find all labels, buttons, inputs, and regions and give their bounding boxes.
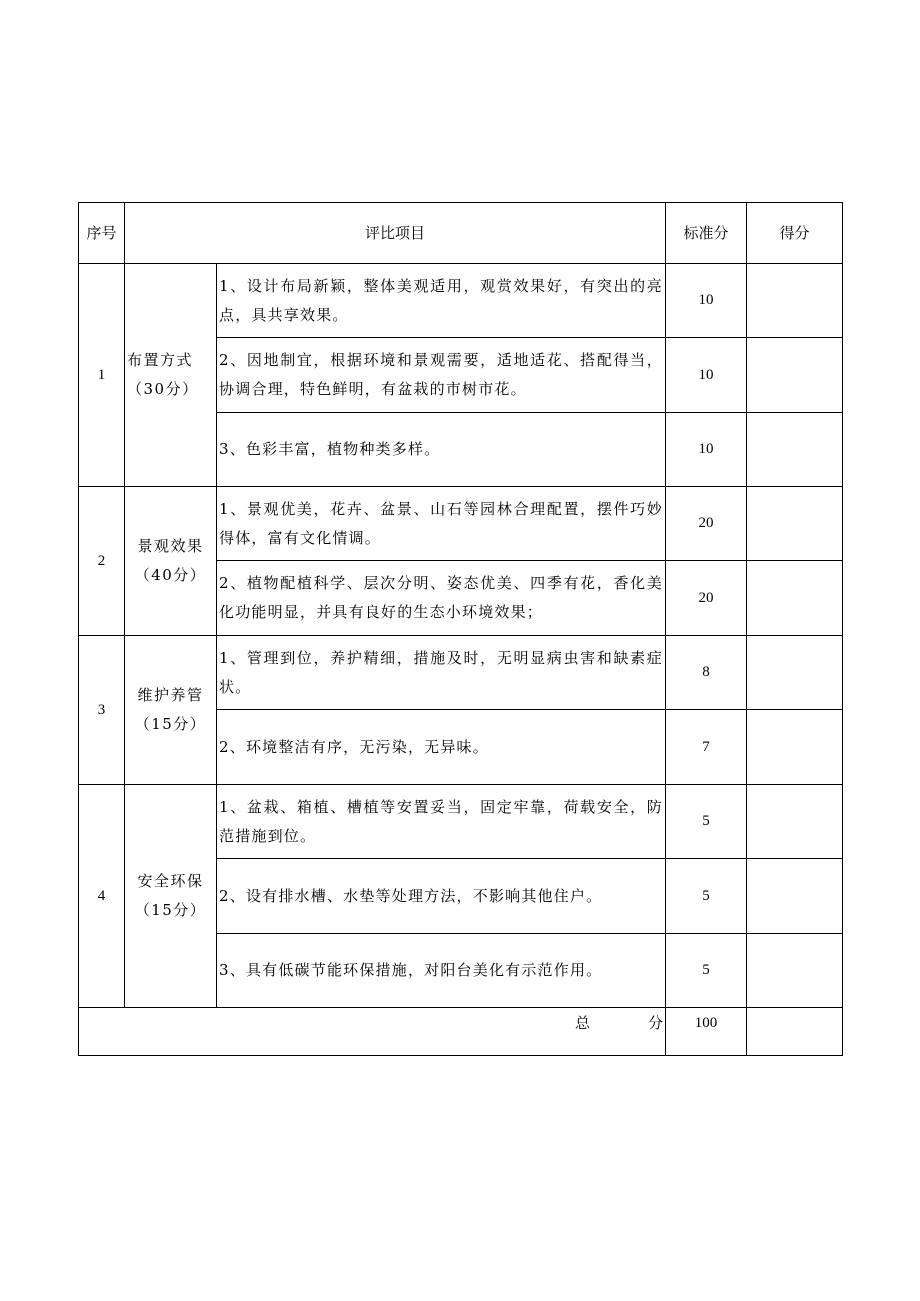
total-label (79, 1008, 666, 1056)
table-row (79, 264, 843, 338)
category-index: 3 (79, 636, 125, 785)
table-row (79, 636, 843, 710)
criterion-text: 2、植物配植科学、层次分明、姿态优美、四季有花，香化美化功能明显，并具有良好的生态小环境效果； (217, 561, 666, 636)
header-standard: 标准分 (666, 203, 747, 264)
category-name: 维护养管（15分） (125, 636, 217, 785)
total-row (79, 1008, 843, 1056)
score-cell[interactable] (747, 413, 843, 487)
score-cell[interactable] (747, 710, 843, 785)
criterion-points: 5 (666, 785, 747, 859)
total-label-char-2: 分 (648, 1014, 664, 1032)
score-cell[interactable] (747, 636, 843, 710)
criterion-points: 5 (666, 934, 747, 1008)
criterion-points: 20 (666, 487, 747, 561)
score-cell[interactable] (747, 785, 843, 859)
table-header-row (79, 203, 843, 264)
total-score-cell[interactable] (747, 1008, 843, 1056)
criterion-points: 10 (666, 413, 747, 487)
criterion-points: 10 (666, 264, 747, 338)
criterion-text: 2、因地制宜，根据环境和景观需要，适地适花、搭配得当，协调合理，特色鲜明，有盆栽的市树市花。 (217, 338, 666, 413)
category-index: 4 (79, 785, 125, 1008)
header-item: 评比项目 (125, 203, 666, 264)
score-cell[interactable] (747, 934, 843, 1008)
criterion-text: 1、盆栽、箱植、槽植等安置妥当，固定牢靠，荷载安全，防范措施到位。 (217, 785, 666, 859)
table-row (79, 785, 843, 859)
criterion-points: 5 (666, 859, 747, 934)
total-label-char-1: 总 (574, 1014, 590, 1032)
criterion-points: 7 (666, 710, 747, 785)
table-row (79, 487, 843, 561)
score-cell[interactable] (747, 264, 843, 338)
criterion-text: 2、环境整洁有序，无污染，无异味。 (217, 710, 666, 785)
score-cell[interactable] (747, 487, 843, 561)
category-index: 2 (79, 487, 125, 636)
scoring-table (78, 202, 843, 1056)
criterion-text: 1、景观优美，花卉、盆景、山石等园林合理配置，摆件巧妙得体，富有文化情调。 (217, 487, 666, 561)
header-index: 序号 (79, 203, 125, 264)
category-name: 布置方式（30分） (125, 264, 217, 487)
category-name: 景观效果（40分） (125, 487, 217, 636)
total-points: 100 (666, 1008, 747, 1056)
score-cell[interactable] (747, 561, 843, 636)
criterion-text: 1、管理到位，养护精细，措施及时，无明显病虫害和缺素症状。 (217, 636, 666, 710)
criterion-text: 2、设有排水槽、水垫等处理方法，不影响其他住户。 (217, 859, 666, 934)
criterion-points: 8 (666, 636, 747, 710)
score-cell[interactable] (747, 338, 843, 413)
category-name: 安全环保（15分） (125, 785, 217, 1008)
criterion-points: 20 (666, 561, 747, 636)
criterion-points: 10 (666, 338, 747, 413)
category-index: 1 (79, 264, 125, 487)
criterion-text: 3、色彩丰富，植物种类多样。 (217, 413, 666, 487)
criterion-text: 1、设计布局新颖，整体美观适用，观赏效果好，有突出的亮点，具共享效果。 (217, 264, 666, 338)
score-cell[interactable] (747, 859, 843, 934)
header-score: 得分 (747, 203, 843, 264)
criterion-text: 3、具有低碳节能环保措施，对阳台美化有示范作用。 (217, 934, 666, 1008)
